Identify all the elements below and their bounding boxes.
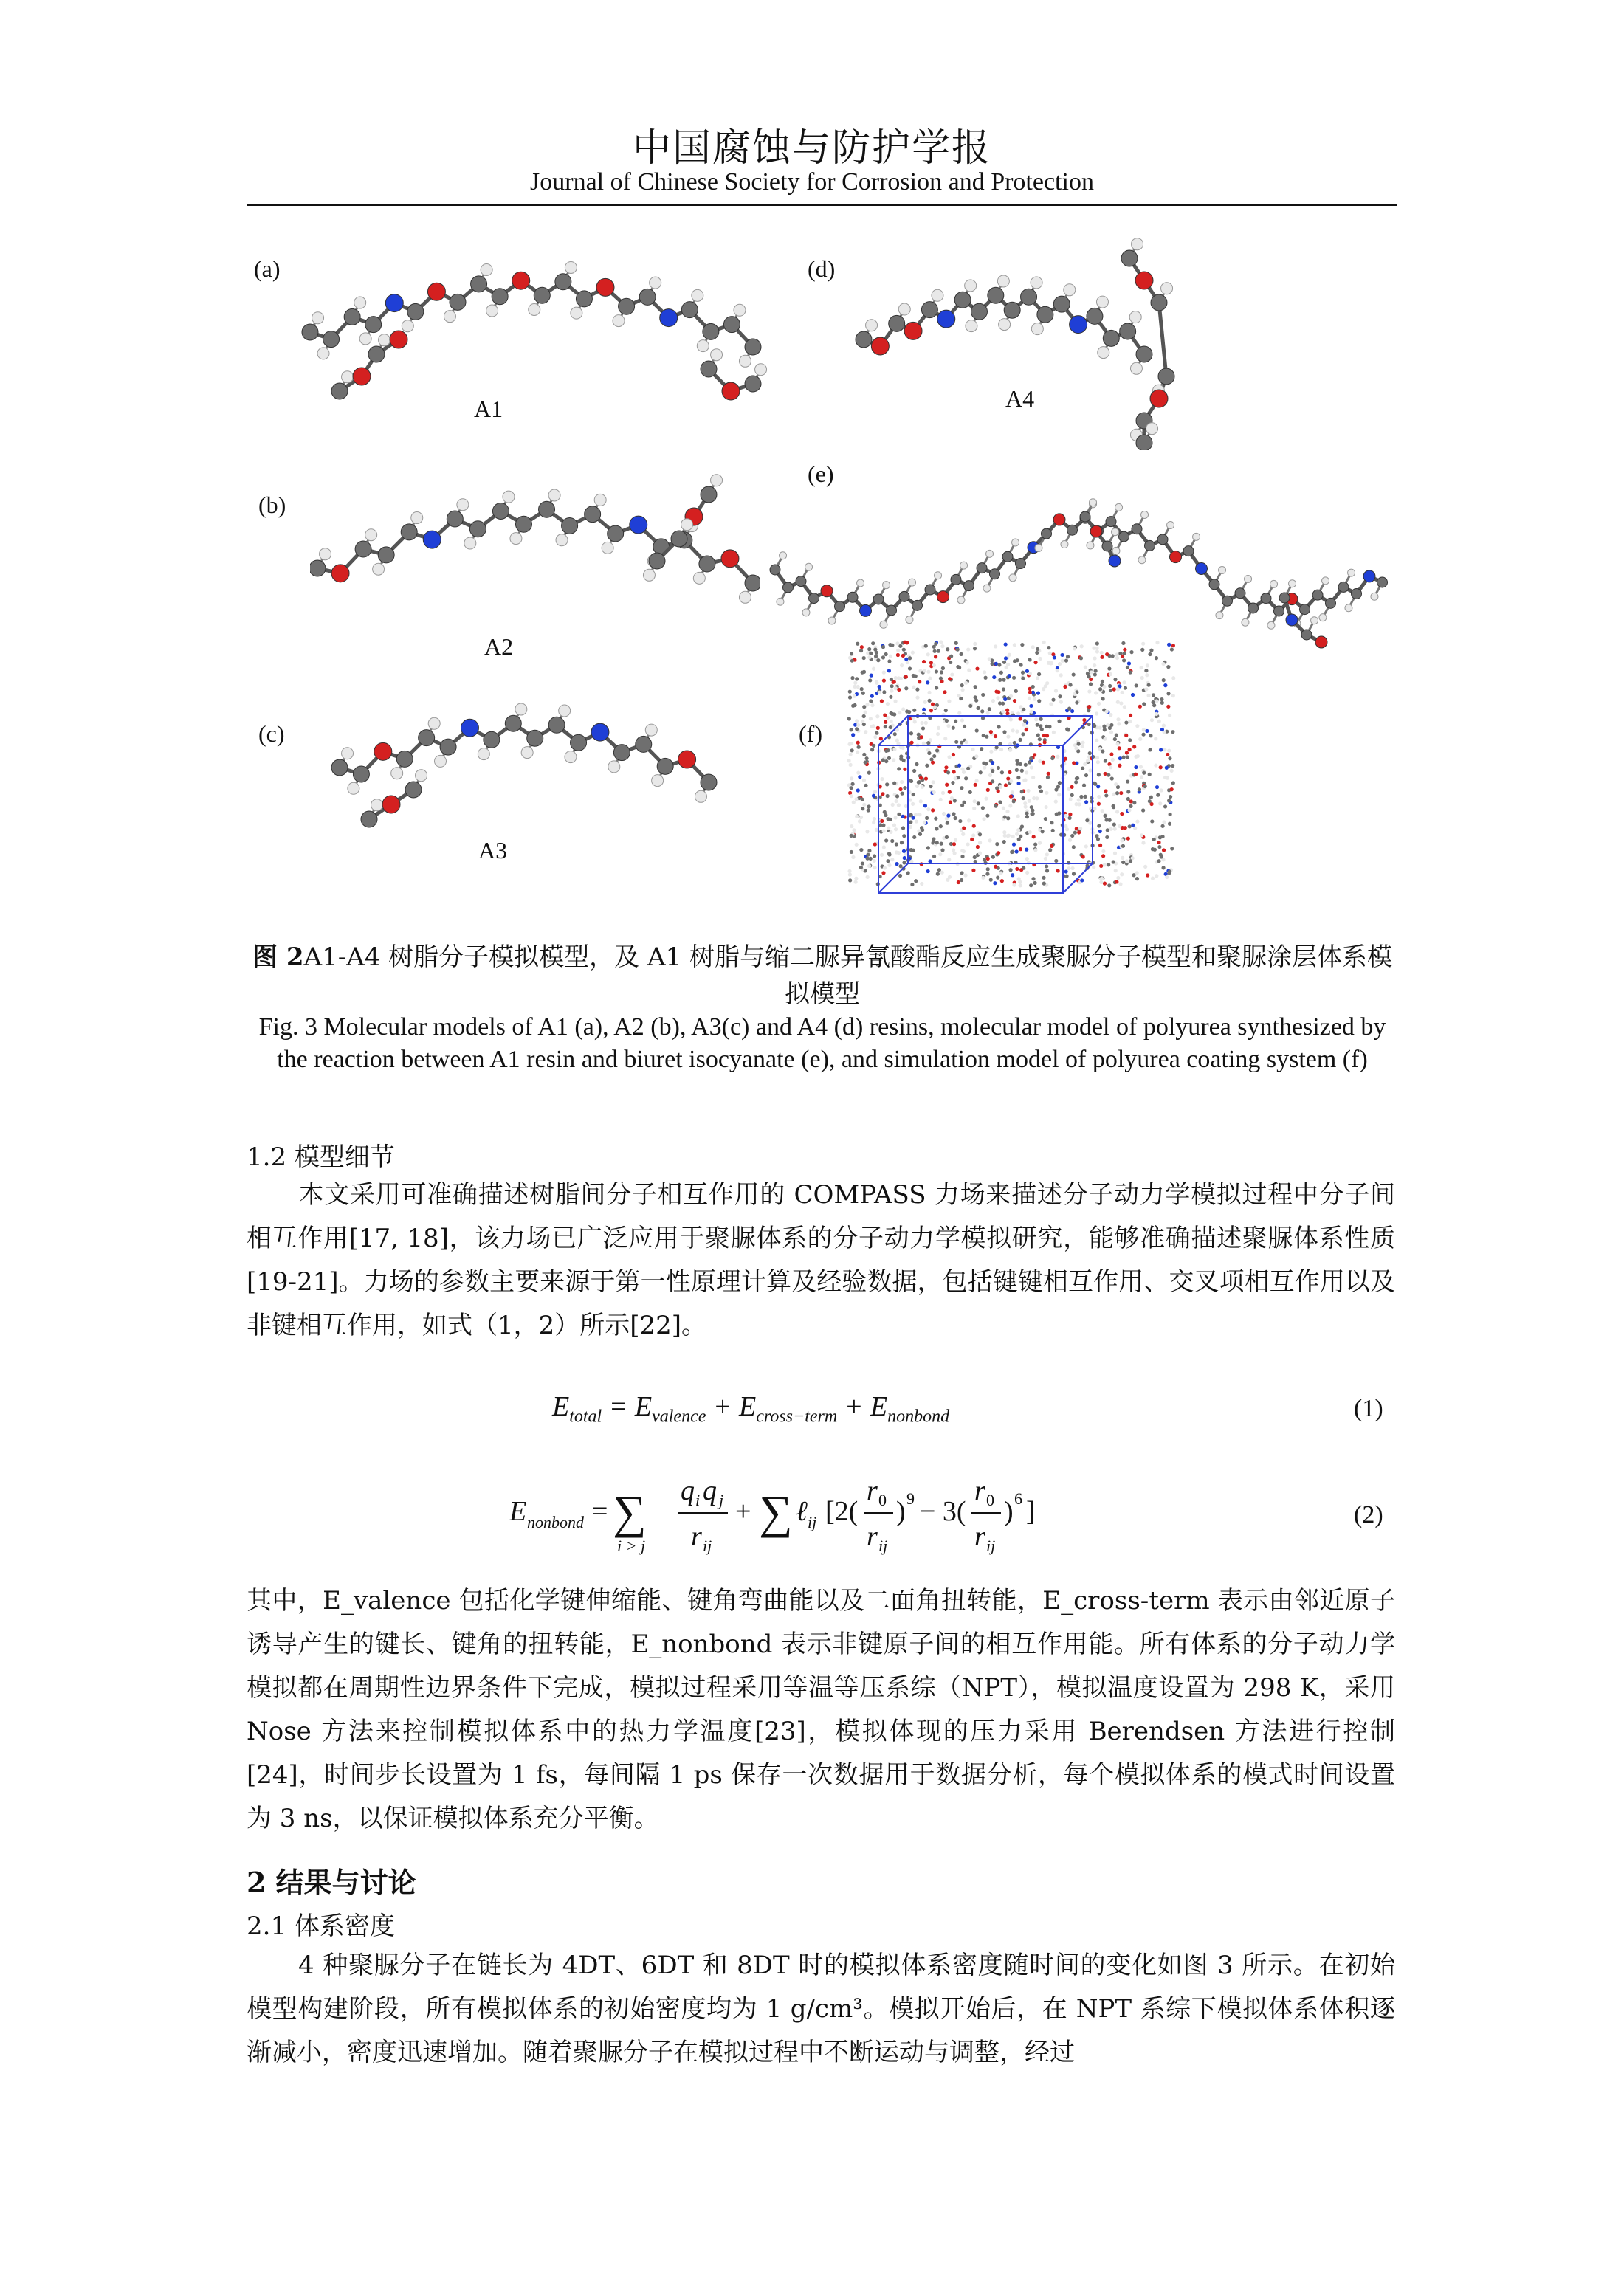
svg-text:0: 0 <box>986 1491 994 1509</box>
molecule-a3-image <box>325 694 723 841</box>
svg-text:ij: ij <box>878 1537 888 1555</box>
svg-text:ij: ij <box>986 1537 996 1555</box>
molecule-name-a2: A2 <box>484 633 514 660</box>
panel-label-e: (e) <box>808 461 834 487</box>
svg-text:E: E <box>509 1496 527 1527</box>
svg-text:ℓ: ℓ <box>796 1496 808 1527</box>
panel-label-c: (c) <box>258 720 285 747</box>
svg-text:=: = <box>592 1496 608 1527</box>
svg-text:j: j <box>719 1491 724 1509</box>
svg-text:ij: ij <box>703 1537 712 1555</box>
molecule-name-a3: A3 <box>478 837 508 863</box>
svg-text:r: r <box>867 1475 878 1506</box>
paragraph-density <box>247 1944 1395 2075</box>
svg-text:ij: ij <box>808 1513 817 1531</box>
svg-text:i > j: i > j <box>617 1537 646 1555</box>
svg-text:i: i <box>695 1491 701 1509</box>
svg-text:): ) <box>896 1496 906 1527</box>
svg-text:∑: ∑ <box>759 1486 793 1538</box>
panel-label-b: (b) <box>258 492 286 518</box>
svg-text:− 3(: − 3( <box>920 1496 966 1527</box>
journal-title-cn: 中国腐蚀与防护学报 <box>632 126 991 170</box>
svg-text:]: ] <box>1026 1496 1036 1527</box>
paragraph-model-details <box>247 1173 1395 1348</box>
section-heading-2-1: 2.1 体系密度 <box>247 1911 395 1941</box>
density-text: 4 种聚脲分子在链长为 4DT、6DT 和 8DT 时的模拟体系密度随时间的变化如图 3 所示。在初始模型构建阶段，所有模拟体系的初始密度均为 1 g/cm³。模拟开始后，在 NPT 系综下模拟体系体积逐渐减小，密度迅速增加。随着聚脲分子在模拟过程中不断运动与调整，经过 <box>247 1951 1395 2067</box>
svg-text:9: 9 <box>906 1489 915 1508</box>
paragraph-force-field: 其中，E_valence 包括化学键伸缩能、键角弯曲能以及二面角扭转能，E_cross-term 表示由邻近原子诱导产生的键长、键角的扭转能，E_nonbond 表示非键原子间的相互作用能。所有体系的分子动力学模拟都在周期性边界条件下完成，模拟过程采用等温等压系综（NPT），模拟温度设置为 298 K，采用 Nose 方法来控制模拟体系中的热力学温度[23]，模拟体现的压力采用 Berendsen 方法进行控制[24]，时间步长设置为 1 fs，每间隔 1 ps 保存一次数据用于数据分析，每个模拟体系的模式时间设置为 3 ns，以保证模拟体系充分平衡。 <box>247 1586 1395 1833</box>
molecule-a1-image <box>295 244 768 406</box>
para1-text: 本文采用可准确描述树脂间分子相互作用的 COMPASS 力场来描述分子动力学模拟过程中分子间相互作用[17, 18]，该力场已广泛应用于聚脲体系的分子动力学模拟研究，能够准确描述聚脲体系性质[19-21]。力场的参数主要来源于第一性原理计算及经验数据，包括键键相互作用、交叉项相互作用以及非键相互作用，如式（1，2）所示[22]。 <box>247 1180 1395 1340</box>
svg-text:q: q <box>681 1475 695 1506</box>
equation-1: $E_{total} = E_{valence} + E_{cross-term} + E_{nonbond}$ <box>552 1391 950 1427</box>
svg-text:): ) <box>1004 1496 1014 1527</box>
journal-title-en: Journal of Chinese Society for Corrosion and Protection <box>530 168 1094 196</box>
molecule-a2-image <box>310 465 760 635</box>
panel-label-d: (d) <box>808 255 836 282</box>
equation-2-number: (2) <box>1354 1501 1383 1528</box>
header-rule <box>247 204 1397 206</box>
section-heading-1-2: 1.2 模型细节 <box>247 1142 395 1172</box>
svg-text:[2(: [2( <box>825 1496 859 1527</box>
svg-text:r: r <box>691 1521 702 1552</box>
svg-text:q: q <box>703 1475 717 1506</box>
svg-text:r: r <box>974 1475 985 1506</box>
panel-label-f: (f) <box>799 720 822 747</box>
section-heading-2: 2 结果与讨论 <box>247 1866 416 1899</box>
figure-caption-cn: 图 2A1-A4 树脂分子模拟模型，及 A1 树脂与缩二脲异氰酸酯反应生成聚脲分子模型和聚脲涂层体系模拟模型 <box>252 942 1392 1009</box>
equation-1-number: (1) <box>1354 1395 1383 1422</box>
svg-text:0: 0 <box>878 1491 887 1509</box>
svg-text:6: 6 <box>1014 1489 1022 1508</box>
figure-caption-en: Fig. 3 Molecular models of A1 (a), A2 (b), A3(c) and A4 (d) resins, molecular model of polyurea synthesized by the reaction between A1 resin and biuret isocyanate (e), and simulation model of polyurea coating system (f) <box>258 1013 1386 1073</box>
molecule-a4-image <box>834 236 1218 450</box>
svg-text:+: + <box>735 1496 751 1527</box>
svg-text:nonbond: nonbond <box>527 1513 584 1531</box>
molecule-name-a1: A1 <box>474 396 503 422</box>
molecule-name-a4: A4 <box>1005 385 1035 412</box>
svg-text:∑: ∑ <box>613 1486 647 1538</box>
panel-label-a: (a) <box>254 255 281 282</box>
polyurea-coating-box-image <box>834 627 1188 900</box>
svg-text:r: r <box>867 1521 878 1552</box>
equation-2 <box>509 1469 1070 1565</box>
svg-text:r: r <box>974 1521 985 1552</box>
